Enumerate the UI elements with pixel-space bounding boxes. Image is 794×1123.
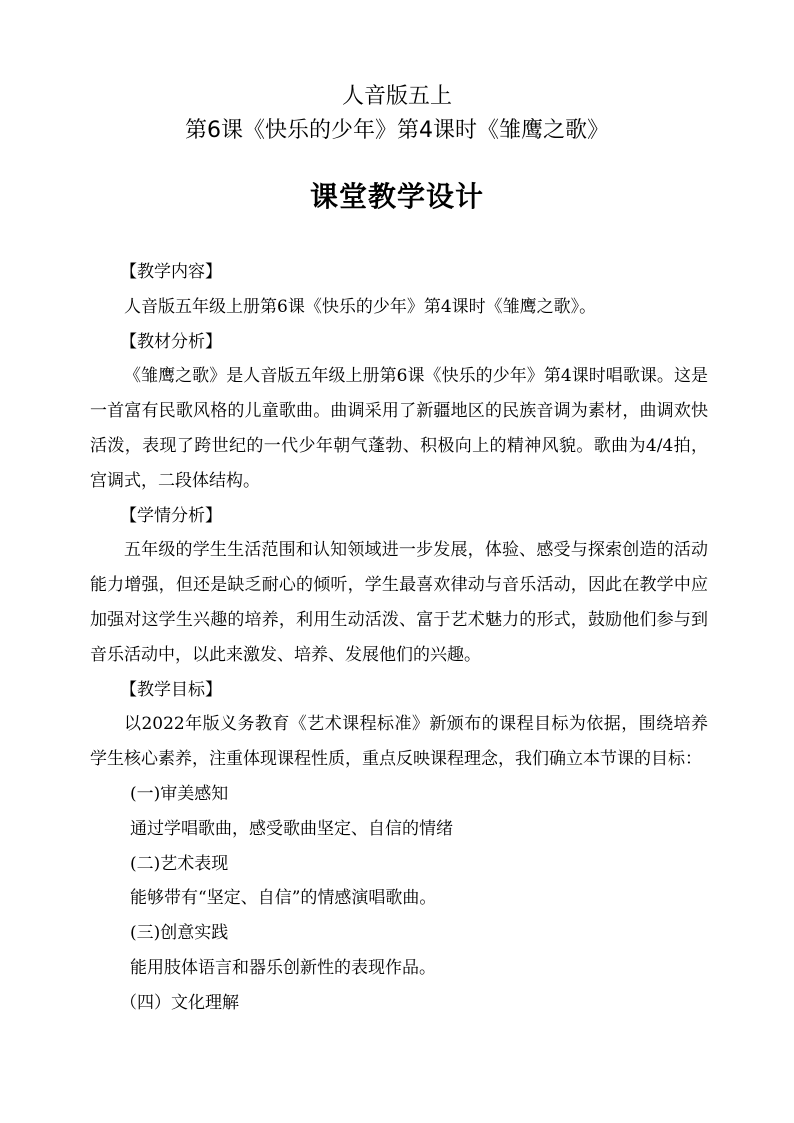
lesson-title: 第6课《快乐的少年》第4课时《雏鹰之歌》 [185, 118, 609, 143]
goal-text-perception: 通过学唱歌曲，感受歌曲坚定、自信的情绪 [130, 818, 453, 839]
material-paragraph: 《雏鹰之歌》是人音版五年级上册第6课《快乐的少年》第4课时唱歌课。这是一首富有民歌风格的儿童歌曲。曲调采用了新疆地区的民族音调为素材，曲调欢快活泼，表现了跨世纪的一代少年朝气蓬勃、积极向上的精神风貌。歌曲为4/4拍，宫调式，二段体结构。 [90, 366, 708, 491]
goal-label-practice: (三)创意实践 [130, 923, 229, 944]
section-heading-content: 【教学内容】 [120, 262, 222, 282]
goals-paragraph: 以2022年版义务教育《艺术课程标准》新颁布的课程目标为依据，围绕培养学生核心素养，注重体现课程性质，重点反映课程理念，我们确立本节课的目标： [90, 714, 708, 770]
section-heading-students: 【学情分析】 [120, 505, 222, 526]
section-heading-goals: 【教学目标】 [120, 679, 222, 700]
section-heading-material: 【教材分析】 [120, 331, 222, 352]
textbook-label: 人音版五上 [341, 84, 452, 109]
content-paragraph: 人音版五年级上册第6课《快乐的少年》第4课时《雏鹰之歌》。 [124, 296, 597, 317]
goal-label-culture: （四）文化理解 [120, 992, 239, 1013]
goal-text-practice: 能用肢体语言和器乐创新性的表现作品。 [130, 957, 436, 978]
goal-text-expression: 能够带有“坚定、自信”的情感演唱歌曲。 [130, 888, 437, 909]
goal-label-perception: (一)审美感知 [130, 783, 229, 804]
goal-label-expression: (二)艺术表现 [130, 853, 229, 874]
page-title: 课堂教学设计 [309, 180, 484, 213]
document-body [90, 255, 708, 1021]
students-paragraph: 五年级的学生生活范围和认知领域进一步发展，体验、感受与探索创造的活动能力增强，但还是缺乏耐心的倾听，学生最喜欢律动与音乐活动，因此在教学中应加强对这学生兴趣的培养，利用生动活泼、富于艺术魅力的形式，鼓励他们参与到音乐活动中，以此来激发、培养、发展他们的兴趣。 [90, 540, 708, 665]
